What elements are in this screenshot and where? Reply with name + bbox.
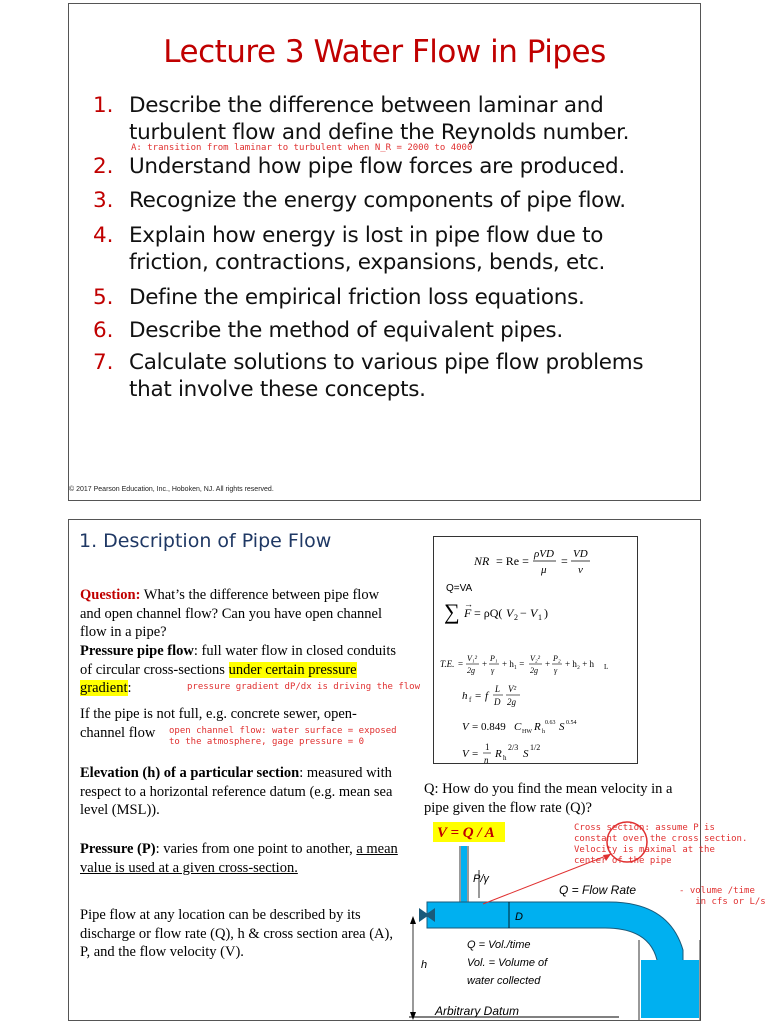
svg-text:P₂: P₂ xyxy=(553,654,561,663)
annotation-pressure-gradient: pressure gradient dP/dx is driving the flow xyxy=(187,682,420,692)
handwritten-annotation-reynolds: A: transition from laminar to turbulent when N_R = 2000 to 4000 xyxy=(131,143,473,153)
svg-text:=: = xyxy=(561,554,568,568)
pressure-text: : varies from one point to another, xyxy=(155,841,357,857)
velocity-formula: V = Q / A xyxy=(437,825,495,841)
svg-text:2g: 2g xyxy=(507,697,516,707)
elevation-paragraph xyxy=(80,764,400,820)
svg-text:R: R xyxy=(495,748,502,760)
annotation-flow-rate: - volume /time in cfs or L/s xyxy=(679,886,766,907)
objective-text: Describe the difference between laminar and turbulent flow and define the Reynolds number. xyxy=(129,93,630,145)
objective-number: 5. xyxy=(93,285,114,310)
collection-tank-water xyxy=(641,960,699,1018)
objective-text: Explain how energy is lost in pipe flow due to friction, contractions, expansions, bends, etc. xyxy=(129,223,606,275)
svg-text:P₁: P₁ xyxy=(490,654,498,663)
objective-number: 6. xyxy=(93,318,114,343)
question-label: Question: xyxy=(80,587,141,603)
elevation-text: : measured with respect to a horizontal reference datum (e.g. mean sea level (MSL)). xyxy=(80,765,393,818)
svg-text:V: V xyxy=(530,606,538,620)
describe-paragraph xyxy=(80,906,400,962)
svg-text:n: n xyxy=(484,755,489,765)
annotation-open-channel: open channel flow: water surface = exposed to the atmosphere, gage pressure = 0 xyxy=(169,726,397,747)
elevation-h-label: h xyxy=(421,959,428,971)
svg-text:S: S xyxy=(523,748,529,760)
svg-text:∑: ∑ xyxy=(444,599,460,624)
svg-text:+: + xyxy=(482,659,488,669)
pressure-paragraph xyxy=(80,840,400,877)
svg-text:h: h xyxy=(462,690,468,702)
svg-text:V: V xyxy=(506,606,514,620)
objective-text: Describe the method of equivalent pipes. xyxy=(129,318,563,343)
pressure-pipe-flow-text: : full water flow in closed conduits of circular cross-sections xyxy=(80,643,397,678)
objective-text: Define the empirical friction loss equations. xyxy=(129,285,585,310)
objective-number: 7. xyxy=(93,350,114,375)
svg-text:h: h xyxy=(503,754,507,762)
svg-text:f: f xyxy=(469,696,472,704)
svg-text:V: V xyxy=(462,748,469,760)
svg-text:γ: γ xyxy=(554,666,558,675)
not-full-text: If the pipe is not full, e.g. concrete sewer, open-channel flow xyxy=(80,706,357,741)
slide-title: 1. Description of Pipe Flow xyxy=(79,530,332,552)
svg-text:L: L xyxy=(495,684,501,694)
svg-text:0.63: 0.63 xyxy=(545,720,556,726)
svg-text:+ h₂ + h: + h₂ + h xyxy=(565,659,595,669)
objective-text: Understand how pipe flow forces are produced. xyxy=(129,154,625,179)
svg-text:S: S xyxy=(559,721,565,733)
svg-text:2g: 2g xyxy=(530,666,538,675)
svg-text:0.54: 0.54 xyxy=(566,720,577,726)
question-paragraph xyxy=(80,586,400,642)
svg-text:→: → xyxy=(464,599,473,609)
svg-text:μ: μ xyxy=(541,564,547,576)
svg-text:γ: γ xyxy=(491,666,495,675)
svg-text:= 0.849: = 0.849 xyxy=(472,721,506,733)
svg-text:NR: NR xyxy=(474,554,490,568)
svg-text:D: D xyxy=(494,697,501,707)
svg-text:=: = xyxy=(472,748,479,760)
objective-number: 4. xyxy=(93,223,114,248)
objective-number: 3. xyxy=(93,188,114,213)
svg-text:1: 1 xyxy=(538,613,542,622)
annotation-cross-section: Cross section: assume P is constant over the cross section. Velocity is maximal at the center of the pipe xyxy=(574,823,748,866)
svg-text:−: − xyxy=(520,606,527,620)
slide-title: Lecture 3 Water Flow in Pipes xyxy=(163,34,606,70)
svg-text:=: = xyxy=(475,690,482,702)
flow-rate-label: Q = Flow Rate xyxy=(559,883,637,897)
svg-text:2: 2 xyxy=(514,613,518,622)
describe-text: Pipe flow at any location can be described by its discharge or flow rate (Q), h & cross section area (A), P, and the flow velocity (V). xyxy=(80,907,393,960)
pressure-head-label: P/γ xyxy=(473,873,489,885)
svg-text:1/2: 1/2 xyxy=(530,743,541,752)
svg-text:+: + xyxy=(545,659,551,669)
formula-q-va: Q=VA xyxy=(446,583,473,594)
copyright-notice: © 2017 Pearson Education, Inc., Hoboken, NJ. All rights reserved. xyxy=(69,486,274,493)
q-definition-2: Vol. = Volume of xyxy=(467,957,548,969)
svg-text:2/3: 2/3 xyxy=(508,743,519,752)
diameter-label: D xyxy=(515,911,523,923)
slide-pipe-flow-description xyxy=(68,519,766,1021)
q-definition-3: water collected xyxy=(467,975,541,987)
datum-label: Arbitrary Datum xyxy=(435,1004,520,1018)
svg-text:V: V xyxy=(462,721,469,733)
formula-box xyxy=(433,536,638,764)
objective-text: Calculate solutions to various pipe flow problems that involve these concepts. xyxy=(129,350,644,402)
pressure-text-underlined: a mean value is used at a given cross-section. xyxy=(80,841,398,876)
elevation-label: Elevation (h) of a particular section xyxy=(80,765,300,781)
svg-text:h: h xyxy=(542,729,545,735)
mean-velocity-question: Q: How do you find the mean velocity in a pipe given the flow rate (Q)? xyxy=(424,781,673,816)
svg-text:ρVD: ρVD xyxy=(534,548,554,560)
highlighted-pressure-gradient: under certain pressure gradient xyxy=(80,661,357,696)
svg-text:): ) xyxy=(544,606,548,620)
svg-text:T.E.: T.E. xyxy=(440,659,455,669)
svg-text:R: R xyxy=(534,721,541,733)
svg-text:L: L xyxy=(604,663,609,671)
objective-number: 2. xyxy=(93,154,114,179)
objective-text: Recognize the energy components of pipe flow. xyxy=(129,188,626,213)
svg-text:= Re =: = Re = xyxy=(496,554,529,568)
svg-text:2g: 2g xyxy=(467,666,475,675)
pressure-pipe-flow-label: Pressure pipe flow xyxy=(80,643,194,659)
svg-text:V²: V² xyxy=(508,684,517,694)
svg-text:F: F xyxy=(464,606,472,620)
svg-text:C: C xyxy=(514,721,522,733)
formula-equations xyxy=(434,537,639,765)
svg-text:V₁²: V₁² xyxy=(467,654,478,663)
svg-text:HW: HW xyxy=(522,729,532,735)
question-text: What’s the difference between pipe flow and open channel flow? Can you have open channel flow in a pipe? xyxy=(80,587,382,640)
svg-text:ν: ν xyxy=(578,564,583,576)
svg-text:f: f xyxy=(485,690,489,702)
objective-number: 1. xyxy=(93,93,114,118)
svg-text:VD: VD xyxy=(573,548,588,560)
svg-text:= ρQ(: = ρQ( xyxy=(474,606,503,620)
slide-lecture-objectives xyxy=(68,3,701,501)
pressure-pipe-flow-paragraph: Pressure pipe flow: full water flow in closed conduits of circular cross-sections under certain pressure gradient: xyxy=(80,643,397,696)
svg-text:1: 1 xyxy=(485,742,490,752)
svg-text:+ h₁ =: + h₁ = xyxy=(502,659,525,669)
q-definition-1: Q = Vol./time xyxy=(467,939,531,951)
pressure-label: Pressure (P) xyxy=(80,841,156,857)
svg-text:V₂²: V₂² xyxy=(530,654,541,663)
svg-text:=: = xyxy=(458,659,464,669)
piezometer-water xyxy=(461,846,467,904)
